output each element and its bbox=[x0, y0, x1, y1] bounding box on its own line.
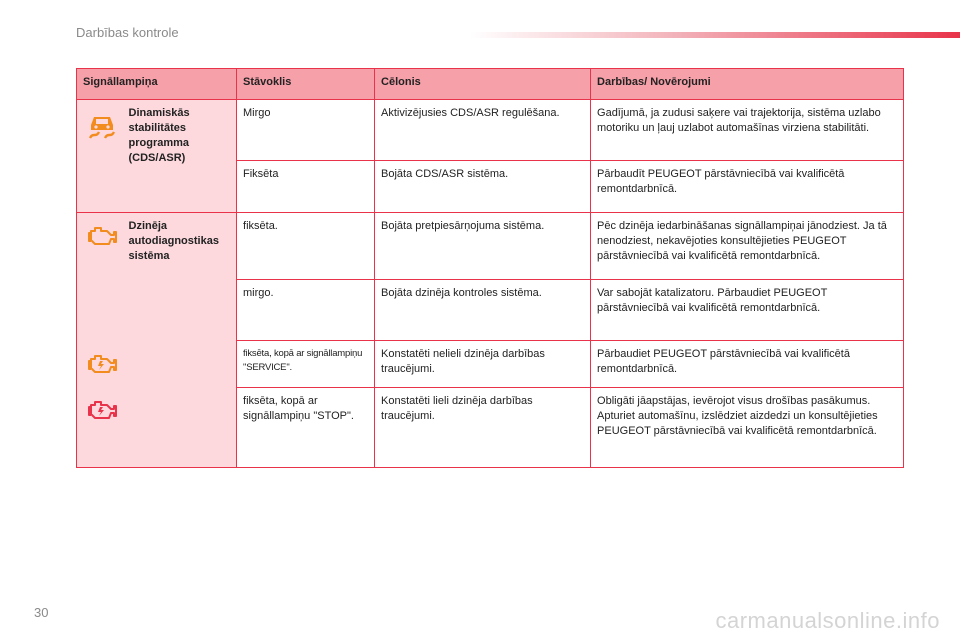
lamp-name: Dzinēja autodiagnostikas sistēma bbox=[123, 213, 237, 468]
state-cell: mirgo. bbox=[237, 280, 375, 341]
table-row bbox=[77, 100, 904, 161]
state-cell: fiksēta, kopā ar signāllampiņu "SERVICE". bbox=[237, 341, 375, 388]
cause-cell: Bojāta pretpiesārņojuma sistēma. bbox=[375, 213, 591, 280]
state-cell: Fiksēta bbox=[237, 161, 375, 213]
skid-car-icon bbox=[87, 114, 117, 136]
header-cause: Cēlonis bbox=[375, 69, 591, 100]
action-cell: Pēc dzinēja iedarbināšanas signāllampiņai jānodziest. Ja tā nenodziest, nekavējoties konsultējieties PEUGEOT pārstāvniecībā vai kvalificētā remontdarbnīcā. bbox=[591, 213, 904, 280]
action-cell: Obligāti jāapstājas, ievērojot visus drošības pasākumus. Apturiet automašīnu, izslēdziet aizdedzi un konsultējieties PEUGEOT pārstāvniecībā vai kvalificētā remontdarbnīcā. bbox=[591, 388, 904, 468]
page-header-title: Darbības kontrole bbox=[76, 25, 179, 40]
page-number: 30 bbox=[34, 605, 49, 620]
cause-cell: Konstatēti lieli dzinēja darbības traucējumi. bbox=[375, 388, 591, 468]
engine-icon bbox=[87, 225, 117, 247]
state-cell: fiksēta. bbox=[237, 213, 375, 280]
action-cell: Pārbaudiet PEUGEOT pārstāvniecībā vai kvalificētā remontdarbnīcā. bbox=[591, 341, 904, 388]
engine-service-icon bbox=[87, 353, 117, 375]
table-row bbox=[77, 213, 904, 280]
lamp-icon-cell bbox=[77, 213, 123, 468]
cause-cell: Konstatēti nelieli dzinēja darbības traucējumi. bbox=[375, 341, 591, 388]
watermark: carmanualsonline.info bbox=[715, 608, 940, 633]
table-header-row bbox=[77, 69, 904, 100]
header-signal-lamp: Signāllampiņa bbox=[77, 69, 237, 100]
header-action: Darbības/ Novērojumi bbox=[591, 69, 904, 100]
cause-cell: Aktivizējusies CDS/ASR regulēšana. bbox=[375, 100, 591, 161]
action-cell: Pārbaudīt PEUGEOT pārstāvniecībā vai kvalificētā remontdarbnīcā. bbox=[591, 161, 904, 213]
cause-cell: Bojāta dzinēja kontroles sistēma. bbox=[375, 280, 591, 341]
header-accent-bar bbox=[470, 32, 960, 38]
state-cell: Mirgo bbox=[237, 100, 375, 161]
action-cell: Gadījumā, ja zudusi saķere vai trajektorija, sistēma uzlabo motoriku un ļauj uzlabot automašīnas virziena stabilitāti. bbox=[591, 100, 904, 161]
signal-lamp-table bbox=[76, 68, 904, 468]
header-state: Stāvoklis bbox=[237, 69, 375, 100]
cause-cell: Bojāta CDS/ASR sistēma. bbox=[375, 161, 591, 213]
state-cell: fiksēta, kopā ar signāllampiņu "STOP". bbox=[237, 388, 375, 468]
lamp-icon-cell bbox=[77, 100, 123, 213]
engine-stop-icon bbox=[87, 399, 117, 421]
lamp-name: Dinamiskās stabilitātes programma (CDS/ASR) bbox=[123, 100, 237, 213]
action-cell: Var sabojāt katalizatoru. Pārbaudiet PEUGEOT pārstāvniecībā vai kvalificētā remontdarbnīcā. bbox=[591, 280, 904, 341]
